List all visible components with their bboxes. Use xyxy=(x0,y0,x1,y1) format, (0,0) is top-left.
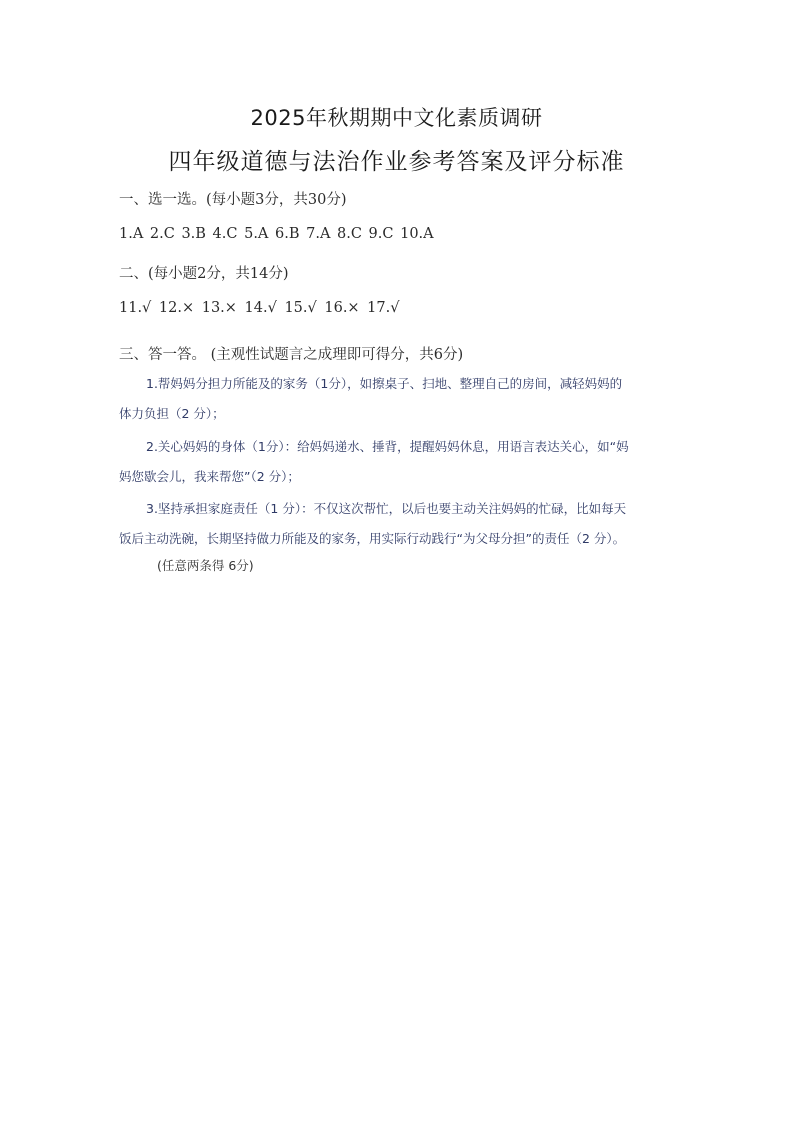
section3-scoring-note: (任意两条得 6分) xyxy=(157,558,254,573)
section2-answers: 11.√ 12.× 13.× 14.√ 15.√ 16.× 17.√ xyxy=(119,300,400,316)
section1-heading: 一、选一选。(每小题3分，共30分) xyxy=(119,192,347,208)
section3-heading: 三、答一答。 (主观性试题言之成理即可得分，共6分) xyxy=(119,347,464,363)
section3-item1-line2: 体力负担（2 分）； xyxy=(119,406,225,421)
section3-item2-line2: 妈您歇会儿，我来帮您”（2 分）； xyxy=(119,469,300,484)
section3-item2-line1: 2.关心妈妈的身体（1分）：给妈妈递水、捶背，提醒妈妈休息，用语言表达关心，如“妈 xyxy=(146,439,629,454)
section3-item3-line1: 3.坚持承担家庭责任（1 分）：不仅这次帮忙，以后也要主动关注妈妈的忙碌，比如每天 xyxy=(146,501,627,516)
section3-item3-line2: 饭后主动洗碗，长期坚持做力所能及的家务，用实际行动践行“为父母分担”的责任（2 分）。 xyxy=(119,531,626,546)
document-subtitle: 四年级道德与法治作业参考答案及评分标准 xyxy=(168,149,625,175)
section2-heading: 二、(每小题2分，共14分) xyxy=(119,266,289,282)
section3-item1-line1: 1.帮妈妈分担力所能及的家务（1分），如擦桌子、扫地、整理自己的房间，减轻妈妈的 xyxy=(146,376,623,391)
section1-answers: 1.A 2.C 3.B 4.C 5.A 6.B 7.A 8.C 9.C 10.A xyxy=(119,226,434,242)
document-title: 2025年秋期期中文化素质调研 xyxy=(250,106,543,130)
